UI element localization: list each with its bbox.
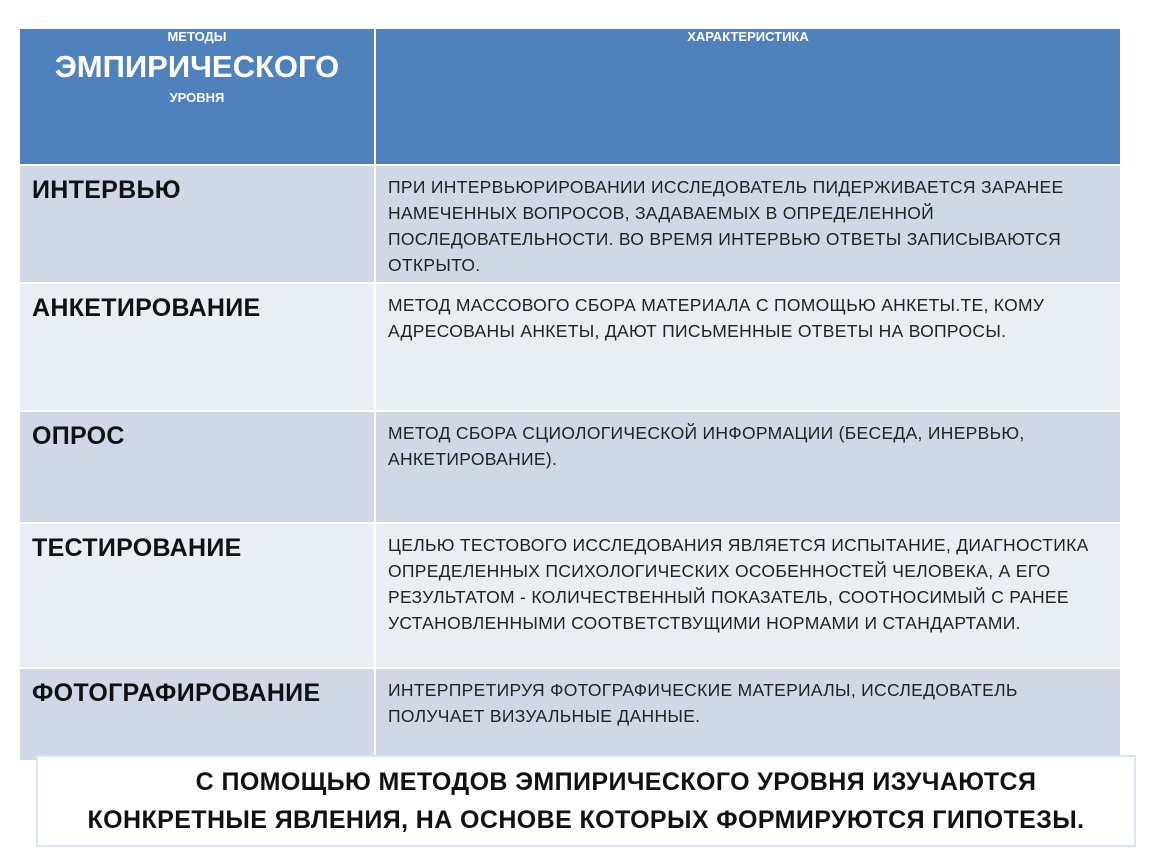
table-row xyxy=(19,283,1121,411)
table-row xyxy=(19,411,1121,523)
method-name-cell: ТЕСТИРОВАНИЕ xyxy=(19,523,375,668)
table-row xyxy=(19,165,1121,283)
method-description-cell: МЕТОД СБОРА СЦИОЛОГИЧЕСКОЙ ИНФОРМАЦИИ (БЕСЕДА, ИНЕРВЬЮ, АНКЕТИРОВАНИЕ). xyxy=(375,411,1121,523)
method-description-cell: ЦЕЛЬЮ ТЕСТОВОГО ИССЛЕДОВАНИЯ ЯВЛЯЕТСЯ ИСПЫТАНИЕ, ДИАГНОСТИКА ОПРЕДЕЛЕННЫХ ПСИХОЛОГИЧЕСКИХ ОСОБЕННОСТЕЙ ЧЕЛОВЕКА, А ЕГО РЕЗУЛЬТАТОМ - КОЛИЧЕСТВЕННЫЙ ПОКАЗАТЕЛЬ, СООТНОСИМЫЙ С РАНЕЕ УСТАНОВЛЕННЫМИ СООТВЕТСТВУЩИМИ НОРМАМИ И СТАНДАРТАМИ. xyxy=(375,523,1121,668)
header-characteristic-cell: ХАРАКТЕРИСТИКА xyxy=(375,28,1121,165)
table-row xyxy=(19,668,1121,761)
method-description-cell: МЕТОД МАССОВОГО СБОРА МАТЕРИАЛА С ПОМОЩЬЮ АНКЕТЫ.ТЕ, КОМУ АДРЕСОВАНЫ АНКЕТЫ, ДАЮТ ПИСЬМЕННЫЕ ОТВЕТЫ НА ВОПРОСЫ. xyxy=(375,283,1121,411)
methods-table xyxy=(18,27,1122,762)
method-name-cell: ИНТЕРВЬЮ xyxy=(19,165,375,283)
table-header-row xyxy=(19,28,1121,165)
header-methods-line3: УРОВНЯ xyxy=(169,90,225,105)
method-name-cell: АНКЕТИРОВАНИЕ xyxy=(19,283,375,411)
method-description-cell: ИНТЕРПРЕТИРУЯ ФОТОГРАФИЧЕСКИЕ МАТЕРИАЛЫ, ИССЛЕДОВАТЕЛЬ ПОЛУЧАЕТ ВИЗУАЛЬНЫЕ ДАННЫЕ. xyxy=(375,668,1121,761)
header-methods-line1: МЕТОДЫ xyxy=(167,29,227,44)
conclusion-box xyxy=(36,755,1136,847)
header-methods-line2: ЭМПИРИЧЕСКОГО xyxy=(54,49,340,84)
method-name-cell: ОПРОС xyxy=(19,411,375,523)
table-row xyxy=(19,523,1121,668)
conclusion-line1: С ПОМОЩЬЮ МЕТОДОВ ЭМПИРИЧЕСКОГО УРОВНЯ ИЗУЧАЮТСЯ xyxy=(195,768,1037,796)
header-methods-cell xyxy=(19,28,375,165)
method-description-cell: ПРИ ИНТЕРВЬЮРИРОВАНИИ ИССЛЕДОВАТЕЛЬ ПИДЕРЖИВАЕТСЯ ЗАРАНЕЕ НАМЕЧЕННЫХ ВОПРОСОВ, ЗАДАВАЕМЫХ В ОПРЕДЕЛЕННОЙ ПОСЛЕДОВАТЕЛЬНОСТИ. ВО ВРЕМЯ ИНТЕРВЬЮ ОТВЕТЫ ЗАПИСЫВАЮТСЯ ОТКРЫТО. xyxy=(375,165,1121,283)
method-name-cell: ФОТОГРАФИРОВАНИЕ xyxy=(19,668,375,761)
conclusion-line2: КОНКРЕТНЫЕ ЯВЛЕНИЯ, НА ОСНОВЕ КОТОРЫХ ФОРМИРУЮТСЯ ГИПОТЕЗЫ. xyxy=(87,806,1085,834)
